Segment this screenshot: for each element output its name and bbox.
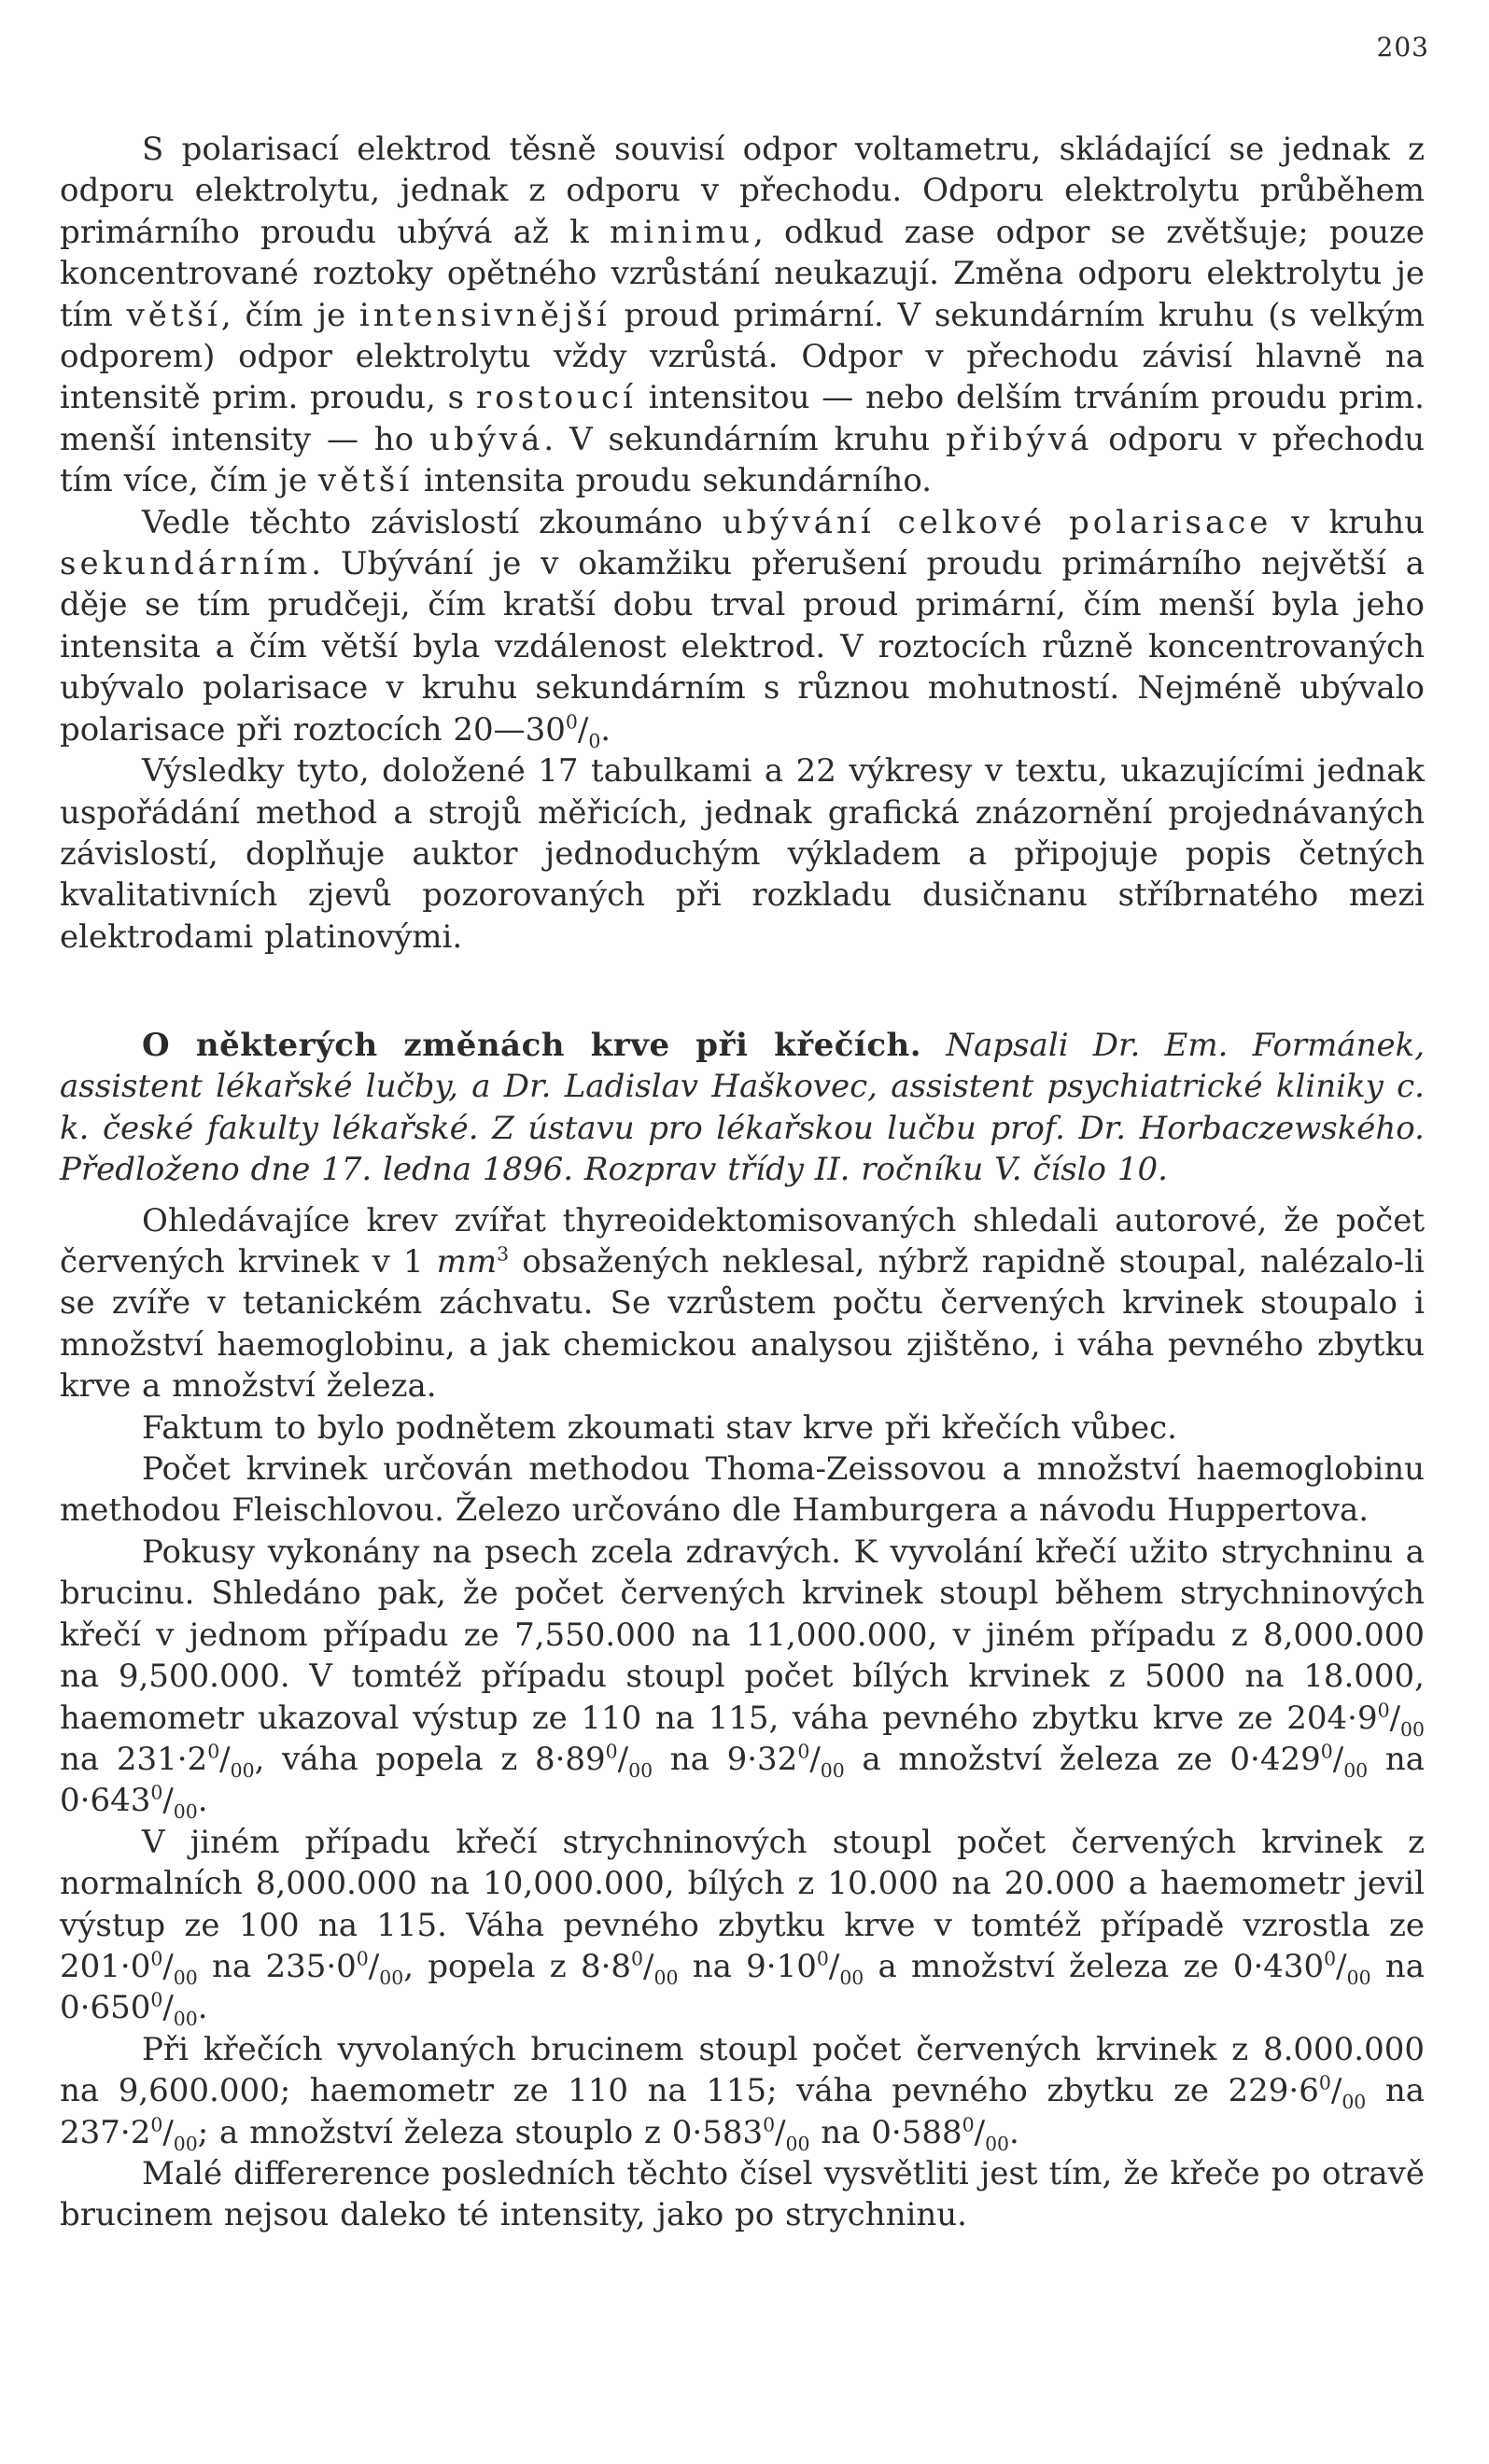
article bbox=[60, 1025, 1425, 2236]
paragraph: Počet krvinek určován methodou Thoma-Zeissovou a množství haemoglobinu methodou Fleischlovou. Železo určováno dle Hamburgera a návodu Huppertova. bbox=[60, 1450, 1425, 1530]
section-previous-article bbox=[60, 129, 1425, 958]
article-byline: Napsali Dr. Em. Formánek, assistent lékařské lučby, a Dr. Ladislav Haškovec, assistent psychiatrické kliniky c. k. české fakulty lékařské. Z ústavu pro lékařskou lučbu prof. Dr. Horbaczewského. Předloženo dne 17. ledna 1896. Rozprav třídy II. ročníku V. číslo 10. bbox=[60, 1027, 1426, 1189]
paragraph: Vedle těchto závislostí zkoumáno ubývání celkové polarisace v kruhu sekundárním. Ubývání je v okamžiku přerušení proudu primárního největší a děje se tím prudčeji, čím kratší dobu trval proud primární, čím menší byla jeho intensita a čím větší byla vzdálenost elektrod. V roztocích různě koncentrovaných ubývalo polarisace v kruhu sekundárním s různou mohutností. Nejméně ubývalo polarisace při roztocích $20—30^0/_0$. bbox=[60, 503, 1426, 752]
paragraph: Při křečích vyvolaných brucinem stoupl počet červených krvinek z 8.000.000 na 9,600.000; haemometr ze 110 na 115; váha pevného zbytku ze $229\cdot 6^0/_{00}$ na $237\cdot 2^0/_{00}$; a množství železa stouplo z $0\cdot 583^0/_{00}$ na $0\cdot 588^0/_{00}$. bbox=[60, 2030, 1425, 2155]
paragraph: Výsledky tyto, doložené 17 tabulkami a 22 výkresy v textu, ukazujícími jednak uspořádání method a strojů měřicích, jednak grafická znázornění projednávaných závislostí, doplňuje auktor jednoduchým výkladem a připojuje popis četných kvalitativních zjevů pozorovaných při rozkladu dusičnanu stříbrnatého mezi elektrodami platinovými. bbox=[60, 752, 1425, 956]
paragraph: V jiném případu křečí strychninových stoupl počet červených krvinek z normalních 8,000.000 na 10,000.000, bílých z 10.000 na 20.000 a haemometr jevil výstup ze 100 na 115. Váha pevného zbytku krve v tomtéž případě vzrostla ze $201\cdot 0^0/_{00}$ na $235\cdot 0^0/_{00}$, popela z $8\cdot 8^0/_{00}$ na $9\cdot 10^0/_{00}$ a množství železa ze $0\cdot 430^0/_{00}$ na $0\cdot 650^0/_{00}$. bbox=[60, 1823, 1425, 2031]
paragraph: Malé differerence posledních těchto čísel vysvětliti jest tím, že křeče po otravě brucinem nejsou daleko té intensity, jako po strychninu. bbox=[60, 2154, 1425, 2234]
paragraph: Ohledávajíce krev zvířat thyreoidektomisovaných shledali autorové, že počet červených krvinek v 1 $mm^3$ obsažených neklesal, nýbrž rapidně stoupal, nalézalo-li se zvíře v tetanickém záchvatu. Se vzrůstem počtu červených krvinek stoupalo i množství haemoglobinu, a jak chemickou analysou zjištěno, i váha pevného zbytku krve a množství železa. bbox=[60, 1201, 1426, 1406]
paragraph: S polarisací elektrod těsně souvisí odpor voltametru, skládající se jednak z odporu elektrolytu, jednak z odporu v přechodu. Odporu elektrolytu průběhem primárního proudu ubývá až k minimu, odkud zase odpor se zvětšuje; pouze koncentrované roztoky opětného vzrůstání neukazují. Změna odporu elektrolytu je tím větší, čím je intensivnější proud primární. V sekundárním kruhu (s velkým odporem) odpor elektrolytu vždy vzrůstá. Odpor v přechodu závisí hlavně na intensitě prim. proudu, s rostoucí intensitou — nebo delším trváním proudu prim. menší intensity — ho ubývá. V sekundárním kruhu přibývá odporu v přechodu tím více, čím je větší intensita proudu sekundárního. bbox=[60, 131, 1426, 500]
page-number: 203 bbox=[1376, 32, 1429, 63]
paragraph: Faktum to bylo podnětem zkoumati stav krve při křečích vůbec. bbox=[142, 1408, 1177, 1447]
article-title: O některých změnách krve při křečích. bbox=[142, 1027, 922, 1064]
article-heading bbox=[60, 1025, 1425, 1191]
paragraph: Pokusy vykonány na psech zcela zdravých. K vyvolání křečí užito strychninu a brucinu. Shledáno pak, že počet červených krvinek stoupl během strychninových křečí v jednom případu ze 7,550.000 na 11,000.000, v jiném případu z 8,000.000 na 9,500.000. V tomtéž případu stoupl počet bílých krvinek z 5000 na 18.000, haemometr ukazoval výstup ze 110 na 115, váha pevného zbytku krve ze $204\cdot 9^0/_{00}$ na $231\cdot 2^0/_{00}$, váha popela z $8\cdot 89^0/_{00}$ na $9\cdot 32^0/_{00}$ a množství železa ze $0\cdot 429^0/_{00}$ na $0\cdot 643^0/_{00}$. bbox=[60, 1533, 1425, 1824]
